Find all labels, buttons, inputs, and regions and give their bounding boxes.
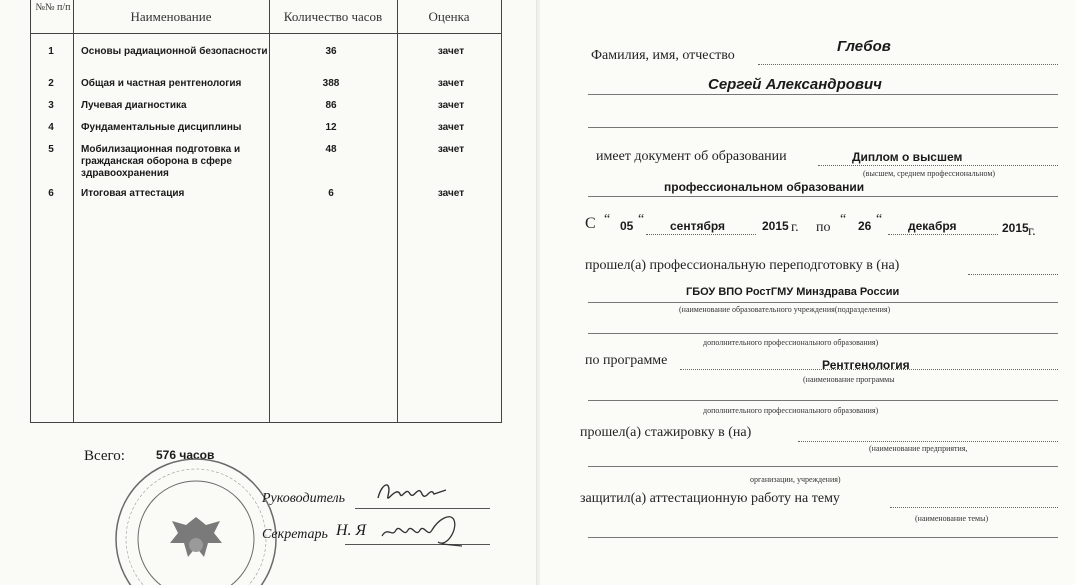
surname: Глебов xyxy=(837,38,891,55)
education-value-1: Диплом о высшем xyxy=(852,150,963,164)
row-number: 3 xyxy=(48,100,54,111)
row-name: Мобилизационная подготовка и гражданская оборона в сфере здравоохранения xyxy=(81,144,241,179)
row-name: Общая и частная рентгенология xyxy=(81,78,242,89)
program-label: по программе xyxy=(585,353,668,368)
row-grade: зачет xyxy=(437,122,465,133)
right-page xyxy=(540,0,1075,585)
date-month-1-line xyxy=(646,234,756,235)
head-signature-label: Руководитель xyxy=(262,491,346,506)
additional-caption-2: дополнительного профессионального образования) xyxy=(703,406,879,415)
disciplines-table xyxy=(30,0,502,423)
row-grade: зачет xyxy=(437,100,465,111)
internship-line-2 xyxy=(588,466,1058,467)
thesis-label: защитил(а) аттестационную работу на тему xyxy=(580,491,840,506)
row-hours: 12 xyxy=(325,122,337,133)
fio-label: Фамилия, имя, отчество xyxy=(591,48,735,63)
row-hours: 48 xyxy=(325,144,337,155)
row-hours: 36 xyxy=(325,46,337,57)
row-grade: зачет xyxy=(437,188,465,199)
row-number: 1 xyxy=(48,46,54,57)
total-value: 576 часов xyxy=(156,448,215,462)
date-quote: “ xyxy=(876,212,883,227)
date-day-1: 05 xyxy=(620,219,634,233)
education-label: имеет документ об образовании xyxy=(596,149,787,164)
thesis-caption: (наименование темы) xyxy=(915,514,989,523)
program-caption: (наименование программы xyxy=(803,375,895,384)
head-signature xyxy=(372,476,452,508)
education-value-2: профессиональном образовании xyxy=(664,180,865,194)
date-quote: “ xyxy=(604,212,611,227)
date-quote: “ xyxy=(840,212,847,227)
education-line-2 xyxy=(588,196,1058,197)
row-name: Лучевая диагностика xyxy=(81,100,187,111)
education-line xyxy=(818,165,1058,166)
date-month-1: сентября xyxy=(670,219,726,233)
row-name: Итоговая аттестация xyxy=(81,188,185,199)
row-grade: зачет xyxy=(437,144,465,155)
date-year-2-suffix: г. xyxy=(1028,224,1036,239)
date-from-label: С xyxy=(585,215,596,232)
table-divider xyxy=(73,0,74,422)
table-divider xyxy=(397,0,398,422)
institution-line xyxy=(588,302,1058,303)
program-value: Рентгенология xyxy=(822,358,910,372)
program-line-2 xyxy=(588,400,1058,401)
internship-line xyxy=(798,441,1058,442)
fio-line-2 xyxy=(588,94,1058,95)
official-seal xyxy=(112,455,280,585)
row-hours: 86 xyxy=(325,100,337,111)
retraining-line xyxy=(968,274,1058,275)
header-number: №№ п/п xyxy=(35,2,71,13)
date-month-2: декабря xyxy=(908,219,957,233)
date-to-label: по xyxy=(816,220,831,235)
table-header-divider xyxy=(31,33,501,34)
row-name: Основы радиационной безопасности xyxy=(81,46,268,57)
internship-caption-2: организации, учреждения) xyxy=(750,475,841,484)
fio-line xyxy=(758,64,1058,65)
table-divider xyxy=(269,0,270,422)
date-year-2: 2015 xyxy=(1002,221,1029,235)
thesis-line xyxy=(890,507,1058,508)
education-caption: (высшем, среднем профессиональном) xyxy=(863,169,996,178)
row-number: 2 xyxy=(48,78,54,89)
date-year-1: 2015 xyxy=(762,219,789,233)
retraining-label: прошел(а) профессиональную переподготовку в (на) xyxy=(585,258,900,273)
institution: ГБОУ ВПО РостГМУ Минздрава России xyxy=(686,286,900,298)
header-hours: Количество часов xyxy=(283,9,383,24)
date-day-2: 26 xyxy=(858,219,872,233)
given-name: Сергей Александрович xyxy=(708,76,882,93)
total-label: Всего: xyxy=(84,448,125,464)
fio-line-3 xyxy=(588,127,1058,128)
thesis-line-2 xyxy=(588,537,1058,538)
row-grade: зачет xyxy=(437,78,465,89)
date-quote: “ xyxy=(638,212,645,227)
date-year-1-suffix: г. xyxy=(791,220,799,235)
internship-caption-1: (наименование предприятия, xyxy=(869,444,968,453)
secretary-signature: Н. Я xyxy=(336,522,367,539)
row-number: 6 xyxy=(48,188,54,199)
date-month-2-line xyxy=(888,234,998,235)
header-grade: Оценка xyxy=(428,9,470,24)
row-name: Фундаментальные дисциплины xyxy=(81,122,242,133)
header-name: Наименование xyxy=(130,9,212,24)
row-number: 4 xyxy=(48,122,54,133)
secretary-signature-label: Секретарь xyxy=(262,527,328,542)
institution-caption: (наименование образовательного учреждения(подразделения) xyxy=(679,305,891,314)
row-grade: зачет xyxy=(437,46,465,57)
secretary-signature-scribble xyxy=(380,508,470,554)
row-hours: 6 xyxy=(328,188,334,199)
row-hours: 388 xyxy=(322,78,340,89)
internship-label: прошел(а) стажировку в (на) xyxy=(580,425,752,440)
additional-caption-1: дополнительного профессионального образования) xyxy=(703,338,879,347)
row-number: 5 xyxy=(48,144,54,155)
institution-line-2 xyxy=(588,333,1058,334)
